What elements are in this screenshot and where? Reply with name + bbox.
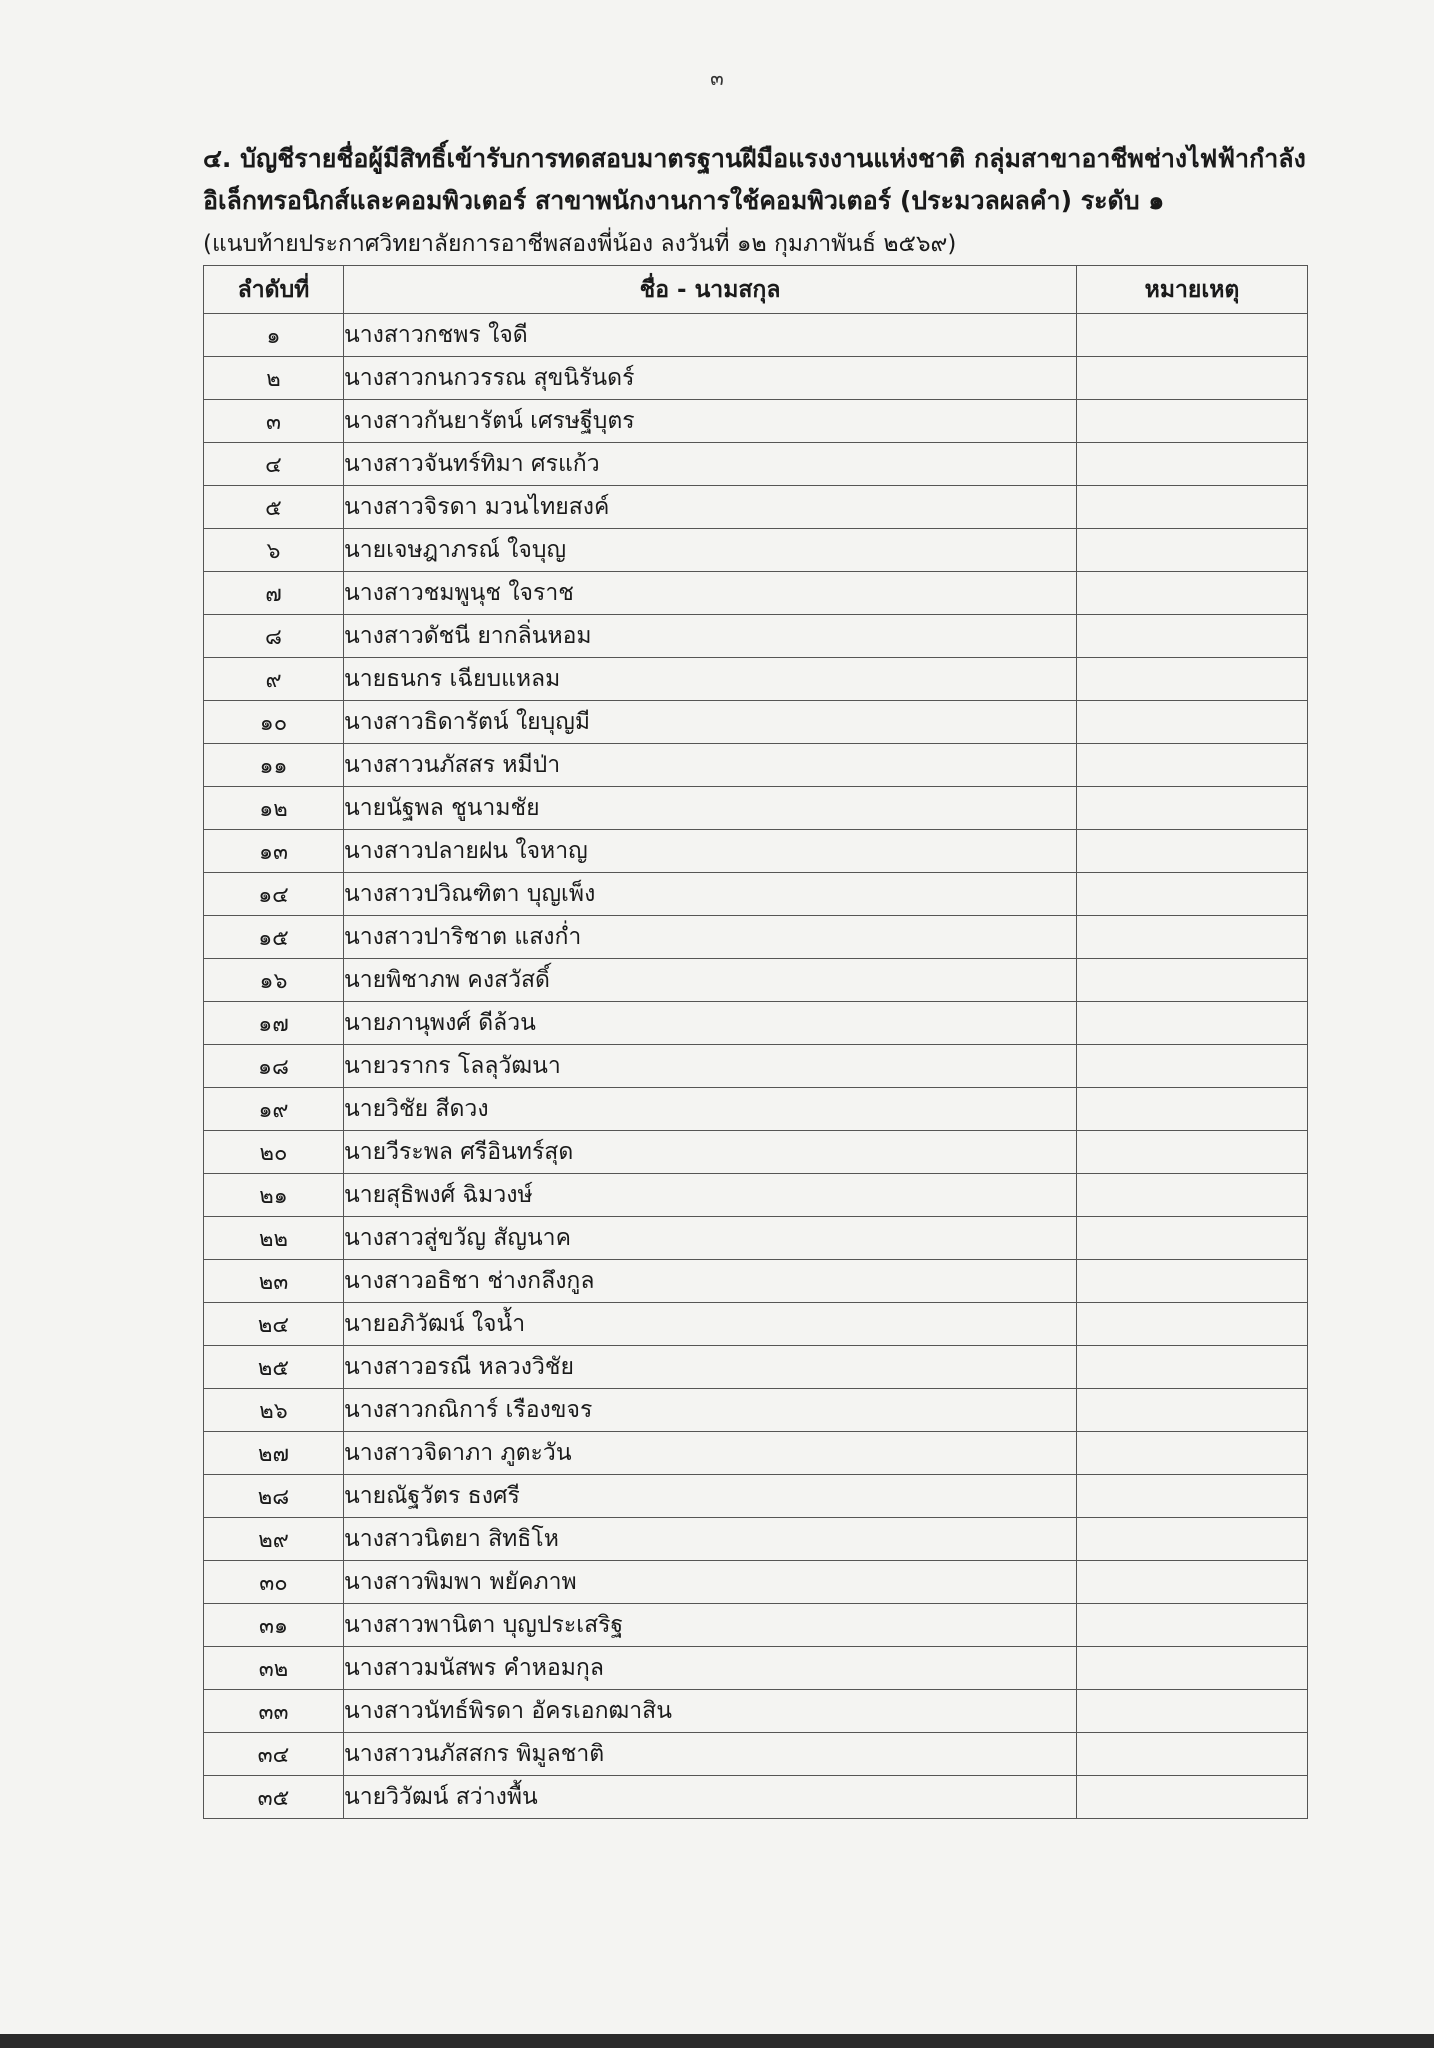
row-name: นายวรากร โลลุวัฒนา bbox=[344, 1045, 1077, 1088]
header-no: ลำดับที่ bbox=[204, 266, 344, 314]
row-number: ๕ bbox=[204, 486, 344, 529]
row-remark bbox=[1077, 1303, 1308, 1346]
row-remark bbox=[1077, 615, 1308, 658]
table-row bbox=[204, 1518, 1308, 1561]
row-number: ๔ bbox=[204, 443, 344, 486]
table-row bbox=[204, 615, 1308, 658]
row-name: นางสาวพานิตา บุญประเสริฐ bbox=[344, 1604, 1077, 1647]
row-remark bbox=[1077, 400, 1308, 443]
row-name: นางสาวจิดาภา ภูตะวัน bbox=[344, 1432, 1077, 1475]
row-name: นายนัฐพล ชูนามชัย bbox=[344, 787, 1077, 830]
table-row bbox=[204, 1647, 1308, 1690]
row-remark bbox=[1077, 1647, 1308, 1690]
row-number: ๒๐ bbox=[204, 1131, 344, 1174]
row-number: ๒๔ bbox=[204, 1303, 344, 1346]
row-name: นางสาวจันทร์ทิมา ศรแก้ว bbox=[344, 443, 1077, 486]
row-number: ๓ bbox=[204, 400, 344, 443]
row-remark bbox=[1077, 959, 1308, 1002]
row-name: นางสาวดัชนี ยากลิ่นหอม bbox=[344, 615, 1077, 658]
row-number: ๗ bbox=[204, 572, 344, 615]
row-number: ๑๗ bbox=[204, 1002, 344, 1045]
row-number: ๑๑ bbox=[204, 744, 344, 787]
row-number: ๑๙ bbox=[204, 1088, 344, 1131]
row-number: ๑๘ bbox=[204, 1045, 344, 1088]
row-name: นางสาวอรณี หลวงวิชัย bbox=[344, 1346, 1077, 1389]
row-name: นางสาวนภัสสร หมีป่า bbox=[344, 744, 1077, 787]
row-remark bbox=[1077, 1518, 1308, 1561]
row-remark bbox=[1077, 1174, 1308, 1217]
row-name: นายวิวัฒน์ สว่างพื้น bbox=[344, 1776, 1077, 1819]
row-remark bbox=[1077, 1088, 1308, 1131]
row-remark bbox=[1077, 830, 1308, 873]
roster-table bbox=[203, 265, 1308, 1819]
row-name: นางสาวกชพร ใจดี bbox=[344, 314, 1077, 357]
row-number: ๓๓ bbox=[204, 1690, 344, 1733]
row-name: นางสาวนัทธ์พิรดา อัครเอกฒาสิน bbox=[344, 1690, 1077, 1733]
row-remark bbox=[1077, 1346, 1308, 1389]
table-row bbox=[204, 486, 1308, 529]
table-header-row bbox=[204, 266, 1308, 314]
row-number: ๓๒ bbox=[204, 1647, 344, 1690]
table-row bbox=[204, 1303, 1308, 1346]
row-number: ๑๐ bbox=[204, 701, 344, 744]
header-remark: หมายเหตุ bbox=[1077, 266, 1308, 314]
row-name: นางสาวจิรดา มวนไทยสงค์ bbox=[344, 486, 1077, 529]
row-remark bbox=[1077, 1002, 1308, 1045]
row-number: ๓๐ bbox=[204, 1561, 344, 1604]
row-name: นางสาวปาริชาต แสงก่ำ bbox=[344, 916, 1077, 959]
row-number: ๑๖ bbox=[204, 959, 344, 1002]
table-row bbox=[204, 1561, 1308, 1604]
table-row bbox=[204, 701, 1308, 744]
table-row bbox=[204, 1174, 1308, 1217]
row-name: นางสาวชมพูนุช ใจราช bbox=[344, 572, 1077, 615]
table-row bbox=[204, 443, 1308, 486]
row-remark bbox=[1077, 1432, 1308, 1475]
table-row bbox=[204, 787, 1308, 830]
table-row bbox=[204, 959, 1308, 1002]
table-row bbox=[204, 1088, 1308, 1131]
row-remark bbox=[1077, 572, 1308, 615]
row-remark bbox=[1077, 658, 1308, 701]
table-row bbox=[204, 916, 1308, 959]
page-bottom-edge bbox=[0, 2034, 1434, 2048]
row-name: นายสุธิพงศ์ ฉิมวงษ์ bbox=[344, 1174, 1077, 1217]
row-number: ๒๑ bbox=[204, 1174, 344, 1217]
row-number: ๓๑ bbox=[204, 1604, 344, 1647]
table-row bbox=[204, 1260, 1308, 1303]
row-name: นายเจษฎาภรณ์ ใจบุญ bbox=[344, 529, 1077, 572]
row-remark bbox=[1077, 1131, 1308, 1174]
row-number: ๑๕ bbox=[204, 916, 344, 959]
row-name: นายภานุพงศ์ ดีล้วน bbox=[344, 1002, 1077, 1045]
row-remark bbox=[1077, 486, 1308, 529]
row-remark bbox=[1077, 1045, 1308, 1088]
table-row bbox=[204, 1604, 1308, 1647]
heading-line-1: ๔. บัญชีรายชื่อผู้มีสิทธิ์เข้ารับการทดสอบมาตรฐานฝีมือแรงงานแห่งชาติ กลุ่มสาขาอาชีพช่างไฟฟ้ากำลัง bbox=[203, 144, 1306, 173]
row-name: นางสาวอธิชา ช่างกลึงกูล bbox=[344, 1260, 1077, 1303]
row-name: นายณัฐวัตร ธงศรี bbox=[344, 1475, 1077, 1518]
table-row bbox=[204, 314, 1308, 357]
table-row bbox=[204, 873, 1308, 916]
row-name: นางสาวนภัสสกร พิมูลชาติ bbox=[344, 1733, 1077, 1776]
row-name: นางสาวกณิการ์ เรืองขจร bbox=[344, 1389, 1077, 1432]
row-remark bbox=[1077, 1260, 1308, 1303]
row-number: ๓๔ bbox=[204, 1733, 344, 1776]
table-body bbox=[204, 314, 1308, 1819]
row-number: ๒๙ bbox=[204, 1518, 344, 1561]
heading-note: (แนบท้ายประกาศวิทยาลัยการอาชีพสองพี่น้อง ลงวันที่ ๑๒ กุมภาพันธ์ ๒๕๖๙) bbox=[203, 231, 957, 257]
table-row bbox=[204, 1217, 1308, 1260]
row-number: ๑๓ bbox=[204, 830, 344, 873]
table-row bbox=[204, 1131, 1308, 1174]
heading-line-2: อิเล็กทรอนิกส์และคอมพิวเตอร์ สาขาพนักงานการใช้คอมพิวเตอร์ (ประมวลผลคำ) ระดับ ๑ bbox=[203, 186, 1165, 215]
row-name: นางสาวสู่ขวัญ สัญนาค bbox=[344, 1217, 1077, 1260]
row-number: ๘ bbox=[204, 615, 344, 658]
row-name: นางสาวนิตยา สิทธิโห bbox=[344, 1518, 1077, 1561]
row-remark bbox=[1077, 1604, 1308, 1647]
row-remark bbox=[1077, 1561, 1308, 1604]
table-row bbox=[204, 1002, 1308, 1045]
row-remark bbox=[1077, 1690, 1308, 1733]
row-remark bbox=[1077, 357, 1308, 400]
row-name: นางสาวพิมพา พยัคภาพ bbox=[344, 1561, 1077, 1604]
table-row bbox=[204, 357, 1308, 400]
row-number: ๙ bbox=[204, 658, 344, 701]
table-row bbox=[204, 1432, 1308, 1475]
row-name: นางสาวกันยารัตน์ เศรษฐีบุตร bbox=[344, 400, 1077, 443]
row-remark bbox=[1077, 1475, 1308, 1518]
row-number: ๒ bbox=[204, 357, 344, 400]
row-number: ๑ bbox=[204, 314, 344, 357]
table-row bbox=[204, 744, 1308, 787]
table-row bbox=[204, 529, 1308, 572]
row-name: นายพิชาภพ คงสวัสดิ์ bbox=[344, 959, 1077, 1002]
row-number: ๑๒ bbox=[204, 787, 344, 830]
row-remark bbox=[1077, 873, 1308, 916]
row-number: ๖ bbox=[204, 529, 344, 572]
row-remark bbox=[1077, 1217, 1308, 1260]
table-row bbox=[204, 572, 1308, 615]
row-remark bbox=[1077, 1776, 1308, 1819]
table-row bbox=[204, 1475, 1308, 1518]
row-name: นางสาวธิดารัตน์ ใยบุญมี bbox=[344, 701, 1077, 744]
row-number: ๒๓ bbox=[204, 1260, 344, 1303]
row-remark bbox=[1077, 314, 1308, 357]
row-name: นางสาวปวิณฑิตา บุญเพ็ง bbox=[344, 873, 1077, 916]
table-row bbox=[204, 658, 1308, 701]
table-row bbox=[204, 830, 1308, 873]
table-row bbox=[204, 1733, 1308, 1776]
row-name: นายวิชัย สีดวง bbox=[344, 1088, 1077, 1131]
row-name: นายธนกร เฉียบแหลม bbox=[344, 658, 1077, 701]
row-number: ๒๗ bbox=[204, 1432, 344, 1475]
row-number: ๒๒ bbox=[204, 1217, 344, 1260]
header-name: ชื่อ - นามสกุล bbox=[344, 266, 1077, 314]
row-number: ๒๖ bbox=[204, 1389, 344, 1432]
row-remark bbox=[1077, 443, 1308, 486]
row-number: ๒๘ bbox=[204, 1475, 344, 1518]
row-remark bbox=[1077, 1389, 1308, 1432]
row-name: นางสาวกนกวรรณ สุขนิรันดร์ bbox=[344, 357, 1077, 400]
table-row bbox=[204, 1690, 1308, 1733]
row-remark bbox=[1077, 916, 1308, 959]
row-number: ๑๔ bbox=[204, 873, 344, 916]
row-number: ๒๕ bbox=[204, 1346, 344, 1389]
row-name: นายวีระพล ศรีอินทร์สุด bbox=[344, 1131, 1077, 1174]
table-row bbox=[204, 1389, 1308, 1432]
table-row bbox=[204, 1045, 1308, 1088]
row-remark bbox=[1077, 529, 1308, 572]
row-remark bbox=[1077, 787, 1308, 830]
row-remark bbox=[1077, 701, 1308, 744]
row-name: นางสาวมนัสพร คำหอมกุล bbox=[344, 1647, 1077, 1690]
row-name: นายอภิวัฒน์ ใจน้ำ bbox=[344, 1303, 1077, 1346]
row-name: นางสาวปลายฝน ใจหาญ bbox=[344, 830, 1077, 873]
table-row bbox=[204, 1776, 1308, 1819]
table-row bbox=[204, 400, 1308, 443]
row-number: ๓๕ bbox=[204, 1776, 344, 1819]
table-row bbox=[204, 1346, 1308, 1389]
page-number: ๓ bbox=[710, 66, 724, 90]
row-remark bbox=[1077, 744, 1308, 787]
row-remark bbox=[1077, 1733, 1308, 1776]
